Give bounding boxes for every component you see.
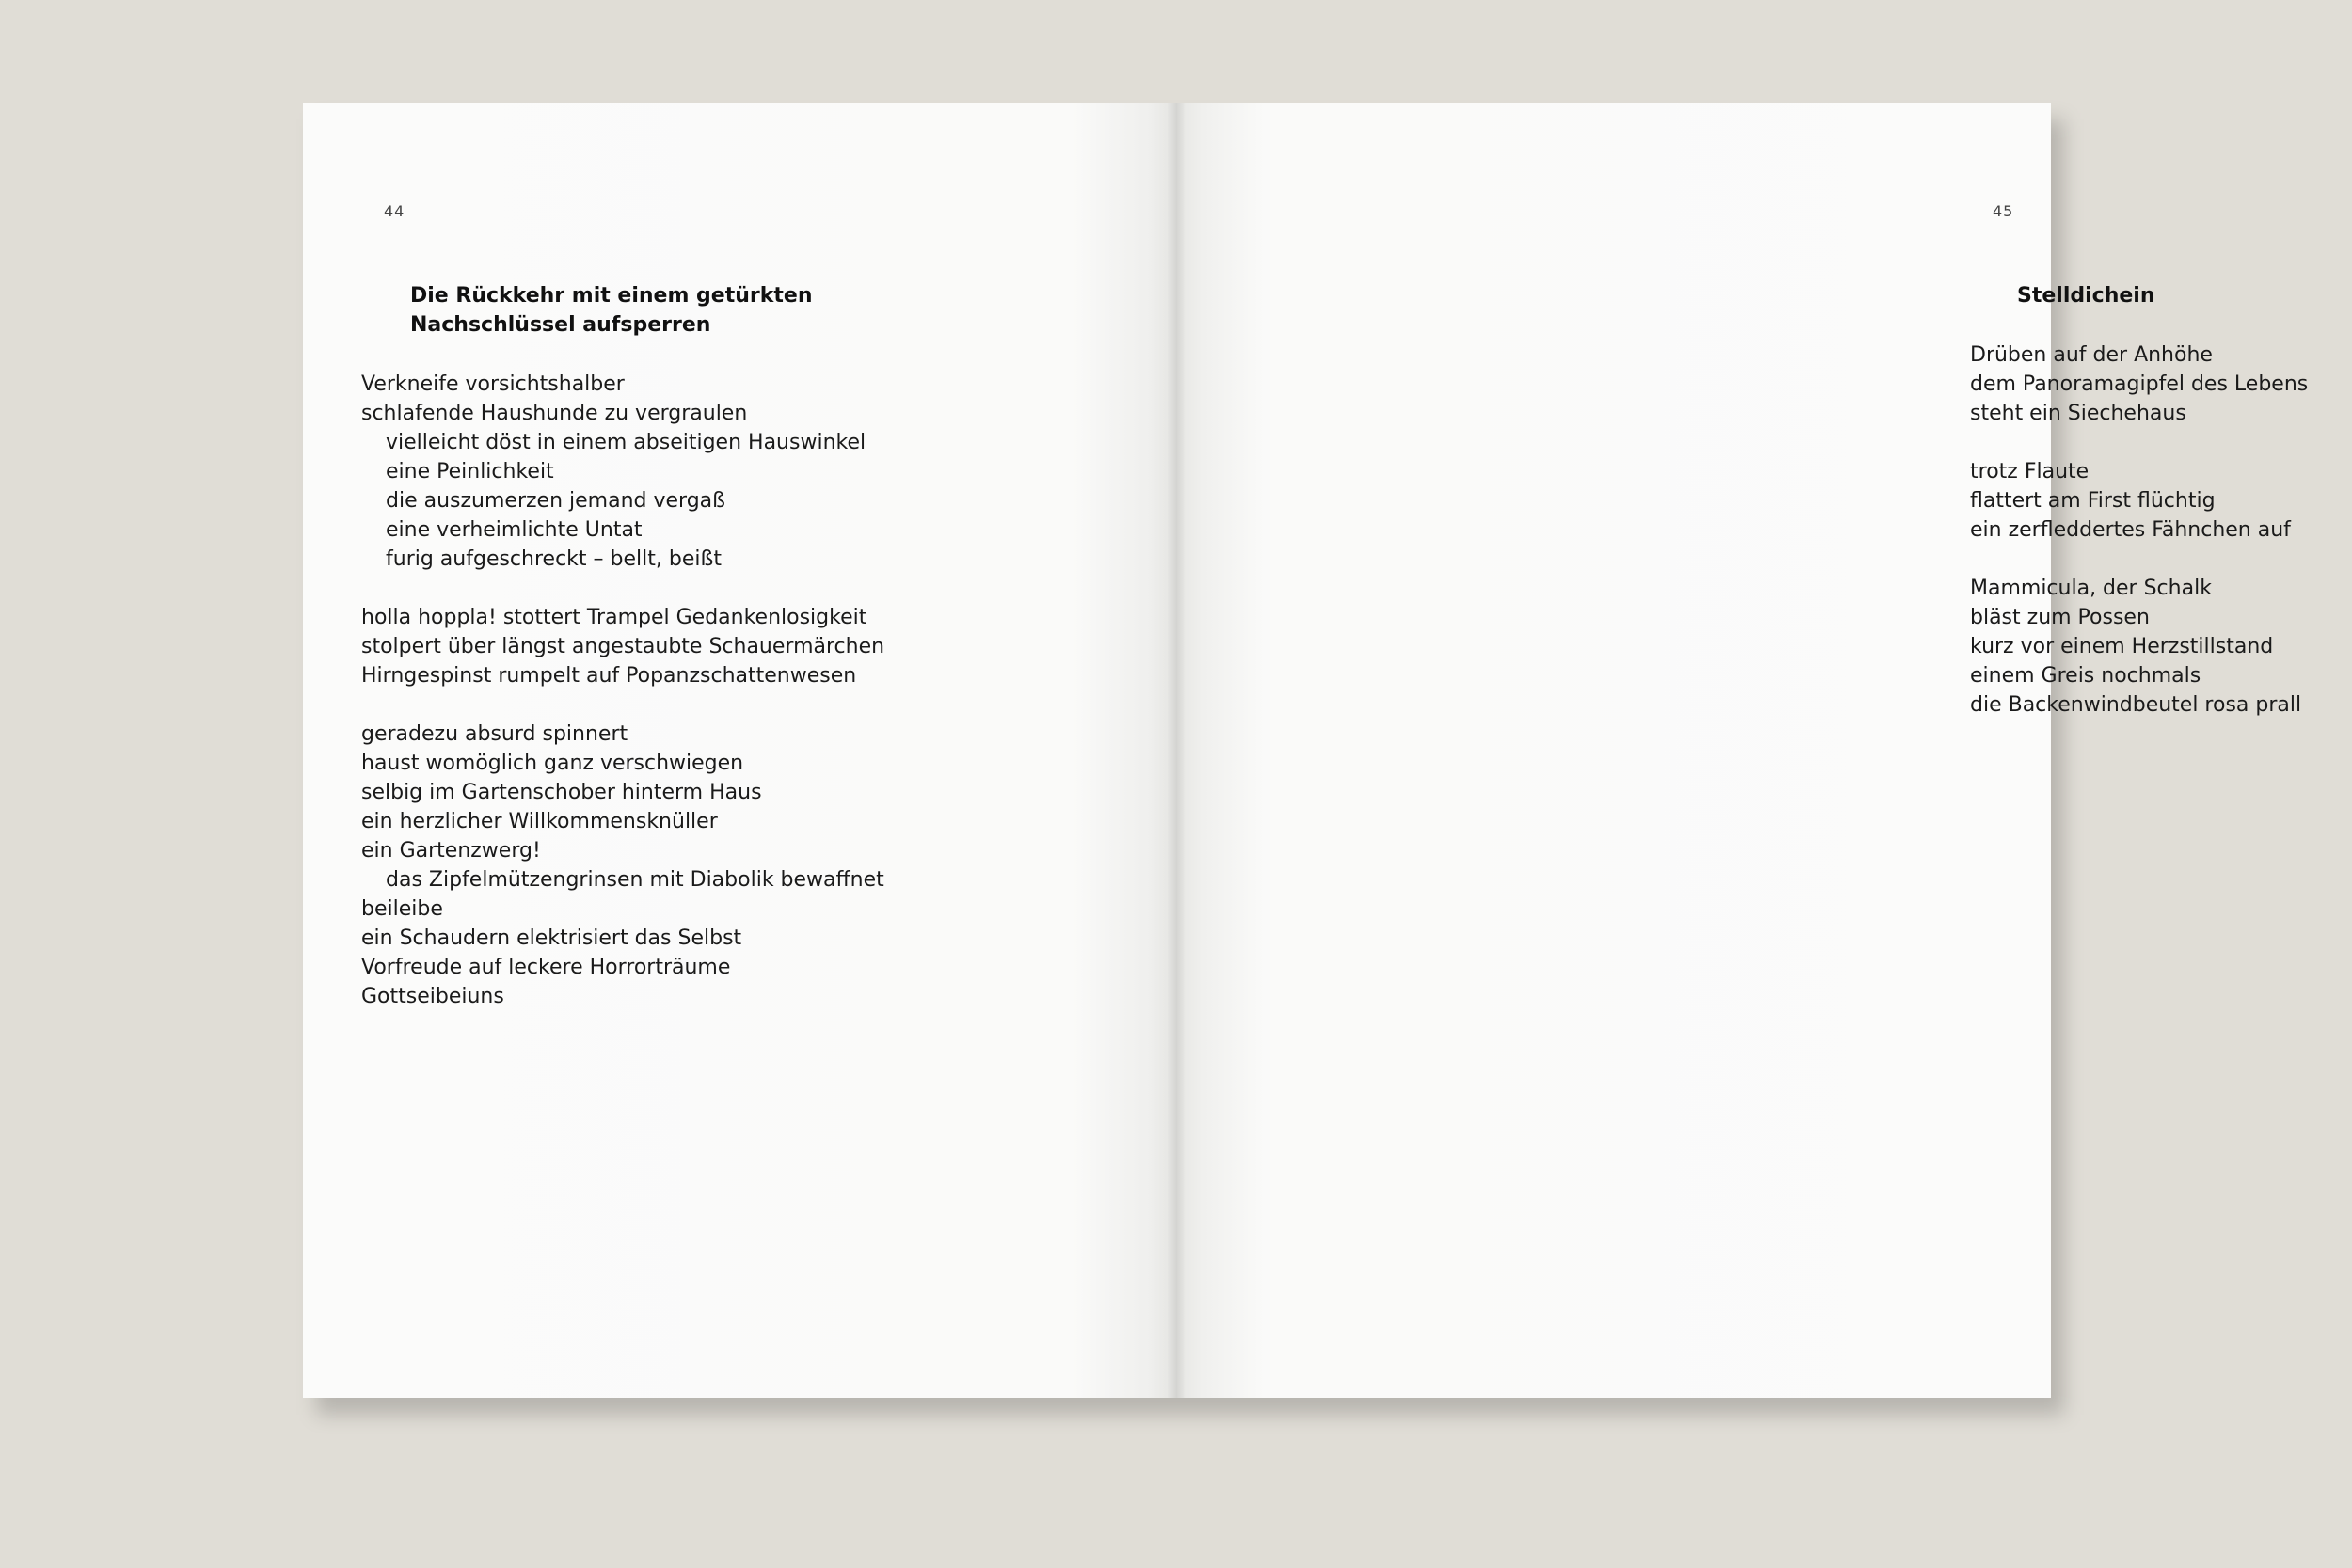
poem-line: Verkneife vorsichtshalber [361, 372, 625, 396]
poem-line: die Backenwindbeutel rosa prall [1970, 693, 2302, 717]
poem-line: Drüben auf der Anhöhe [1970, 343, 2213, 367]
poem-line: vielleicht döst in einem abseitigen Hauswinkel [386, 431, 866, 454]
poem-line: Vorfreude auf leckere Horrorträume [361, 956, 731, 979]
poem-line: das Zipfelmützengrinsen mit Diabolik bewaffnet [386, 868, 884, 892]
stanza [361, 603, 884, 690]
poem-title-right: Stelldichein [2017, 284, 2155, 308]
poem-line: ein Gartenzwerg! [361, 839, 541, 863]
poem-line: ein zerfleddertes Fähnchen auf [1970, 518, 2291, 542]
title-line: Nachschlüssel aufsperren [410, 313, 711, 337]
page-number-right: 45 [1993, 202, 2014, 220]
poem-line: bläst zum Possen [1970, 606, 2150, 629]
left-page [303, 103, 1177, 1398]
book-gutter [1168, 103, 1186, 1398]
stanza [1970, 341, 2308, 428]
poem-line: geradezu absurd spinnert [361, 722, 628, 746]
poem-line: die auszumerzen jemand vergaß [386, 489, 725, 513]
open-book [303, 103, 2309, 1398]
poem-line: eine verheimlichte Untat [386, 518, 643, 542]
stanza [361, 720, 884, 1011]
poem-line: flattert am First flüchtig [1970, 489, 2216, 513]
poem-line: furig aufgeschreckt – bellt, beißt [386, 547, 722, 571]
poem-line: Mammicula, der Schalk [1970, 577, 2212, 600]
poem-line: schlafende Haushunde zu vergraulen [361, 402, 748, 425]
poem-line: trotz Flaute [1970, 460, 2090, 483]
stanza [1970, 574, 2308, 720]
poem-line: stolpert über längst angestaubte Schauermärchen [361, 635, 885, 658]
poem-line: selbig im Gartenschober hinterm Haus [361, 781, 762, 804]
poem-line: einem Greis nochmals [1970, 664, 2201, 688]
title-line: Die Rückkehr mit einem getürkten [410, 284, 813, 308]
poem-line: eine Peinlichkeit [386, 460, 554, 483]
page-number-left: 44 [384, 202, 405, 220]
poem-body-right [1970, 341, 2308, 749]
stanza [361, 370, 884, 574]
poem-body-left [361, 370, 884, 1040]
poem-line: Hirngespinst rumpelt auf Popanzschattenwesen [361, 664, 857, 688]
poem-line: holla hoppla! stottert Trampel Gedankenlosigkeit [361, 606, 867, 629]
poem-line: beileibe [361, 897, 443, 921]
poem-line: dem Panoramagipfel des Lebens [1970, 372, 2309, 396]
poem-title-left [410, 281, 813, 340]
poem-line: Gottseibeiuns [361, 985, 504, 1008]
poem-line: kurz vor einem Herzstillstand [1970, 635, 2274, 658]
poem-line: steht ein Siechehaus [1970, 402, 2186, 425]
poem-line: ein herzlicher Willkommensknüller [361, 810, 718, 833]
right-page [1177, 103, 2309, 1398]
stanza [1970, 457, 2308, 545]
poem-line: haust womöglich ganz verschwiegen [361, 752, 744, 775]
poem-line: ein Schaudern elektrisiert das Selbst [361, 927, 742, 950]
